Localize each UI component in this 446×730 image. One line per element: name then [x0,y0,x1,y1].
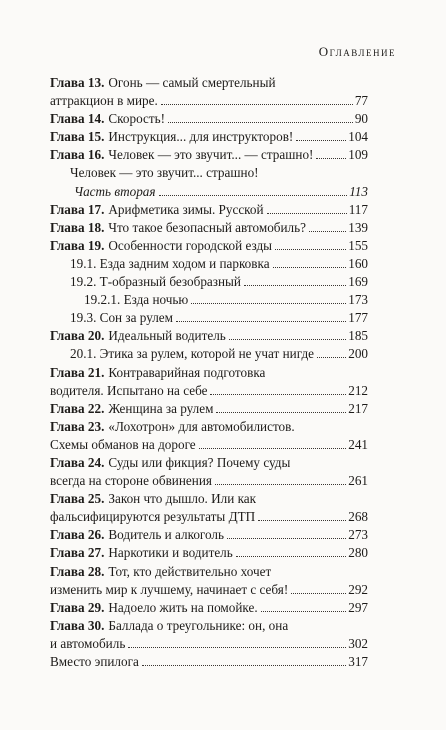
toc-entry-text [50,653,139,671]
entry-title: Вместо эпилога [50,654,139,669]
dot-leader [227,538,346,539]
entry-title: Человек — это звучит... страшно! [70,165,259,181]
page-number: 241 [348,436,368,452]
toc-entry [50,490,368,508]
chapter-label: Глава 22. [50,400,105,416]
toc-entry-text [50,454,290,472]
entry-title: Схемы обманов на дороге [50,436,196,452]
toc-entry [50,472,368,490]
toc-entry-text [50,110,165,128]
entry-title: Баллада о треугольнике: он, она [108,617,289,633]
page-number: 177 [348,310,368,326]
page-number: 90 [354,111,368,127]
entry-title: 19.2. Т-образный безобразный [70,274,241,290]
dot-leader [273,267,347,268]
chapter-label: Глава 23. [50,418,105,434]
chapter-label: Глава 13. [50,75,105,90]
dot-leader [296,140,346,141]
entry-title: Контраварийная подготовка [108,364,266,380]
toc-entry [50,309,368,327]
chapter-label: Глава 25. [50,491,105,507]
chapter-label: Глава 30. [50,617,105,633]
chapter-label: Глава 20. [50,328,105,344]
page-number: 268 [348,509,368,525]
toc-entry [50,400,368,418]
chapter-label: Глава 21. [50,364,105,380]
toc-entry [50,508,368,526]
chapter-label: Глава 29. [50,599,105,615]
running-header: Оглавление [318,44,396,59]
dot-leader [244,285,346,286]
toc-entry [50,599,368,617]
toc-entry-text [70,164,259,182]
dot-leader [267,213,347,214]
toc-entry [50,526,368,544]
toc-entry [50,74,368,92]
toc-entry-text [50,327,226,345]
page-number: 302 [348,635,368,651]
toc-entry-text [50,92,158,110]
dot-leader [236,556,346,557]
chapter-label: Глава 27. [50,545,105,561]
dot-leader [128,647,346,648]
entry-title: Человек — это звучит... — страшно! [108,147,314,163]
page-number: 139 [348,219,368,235]
page-number: 292 [348,581,368,597]
entry-title: водителя. Испытано на себе [50,382,208,398]
dot-leader [309,231,346,232]
entry-title: всегда на стороне обвинения [50,473,212,489]
toc-entry-text [50,635,125,653]
entry-title: 19.1. Езда задним ходом и парковка [70,255,270,271]
page-number: 273 [348,527,368,543]
entry-title: Огонь — самый смертельный [108,75,276,90]
chapter-label: Глава 14. [50,111,105,127]
toc-entry-text [50,508,255,526]
dot-leader [261,611,347,612]
toc-entry-text [84,291,188,309]
page-number: 169 [348,274,368,290]
entry-title: Суды или фикция? Почему суды [108,454,291,470]
page-number: 317 [348,654,368,669]
entry-title: Арифметика зимы. Русской [108,201,264,217]
entry-title: 20.1. Этика за рулем, которой не учат нигде [70,346,315,362]
toc-entry [50,563,368,581]
dot-leader [229,339,346,340]
toc-entry [50,454,368,472]
page-number: 261 [348,473,368,489]
toc-entry [50,255,368,273]
dot-leader [291,593,346,594]
dot-leader [142,665,346,666]
toc-entry [50,581,368,599]
entry-title: Идеальный водитель [108,328,226,344]
dot-leader [161,104,353,105]
toc-entry [50,327,368,345]
toc-entry-text [70,273,241,291]
toc-entry-text [50,400,213,418]
chapter-label: Глава 19. [50,237,105,253]
toc-entry [50,617,368,635]
dot-leader [210,394,346,395]
entry-title: Часть вторая [74,183,156,199]
chapter-label: Глава 18. [50,219,105,235]
toc-entry [50,635,368,653]
toc-entry [50,291,368,309]
toc-entry [50,345,368,363]
toc-entry-text [50,544,233,562]
toc-entry-text [50,581,288,599]
dot-leader [215,484,346,485]
toc-entry-text [50,128,293,146]
page-number: 77 [354,93,368,109]
chapter-label: Глава 28. [50,563,105,579]
page-number: 212 [348,382,368,398]
toc-entry [50,146,368,164]
entry-title: фальсифицируются результаты ДТП [50,509,256,525]
page-number: 109 [348,147,368,163]
toc-entry-text [50,617,288,635]
toc-entry-text [70,255,270,273]
chapter-label: Глава 24. [50,454,105,470]
dot-leader [168,122,353,123]
toc-entry-text [50,382,207,400]
toc-entry [50,164,368,182]
entry-title: Особенности городской езды [108,237,273,253]
toc-entry-text [50,219,306,237]
toc-entry [50,418,368,436]
chapter-label: Глава 17. [50,201,105,217]
toc-entry [50,219,368,237]
dot-leader [159,195,348,196]
entry-title: Скорость! [108,111,166,127]
page-number: 280 [348,545,368,561]
toc-entry [50,436,368,454]
entry-title: Наркотики и водитель [108,545,233,561]
page-number: 200 [348,346,368,362]
toc-entry-text [50,146,313,164]
toc-entry [50,544,368,562]
dot-leader [275,249,346,250]
page-number: 104 [348,129,368,145]
dot-leader [216,412,346,413]
toc-entry-text [70,309,173,327]
page-number: 155 [348,237,368,253]
entry-title: аттракцион в мире. [50,93,158,109]
page-number: 217 [348,400,368,416]
toc-entry-text [50,74,276,92]
chapter-label: Глава 15. [50,129,105,145]
toc-entry [50,382,368,400]
page-number: 185 [348,328,368,344]
toc-entry [50,237,368,255]
entry-title: «Лохотрон» для автомобилистов. [108,418,295,434]
toc-entry-text [50,563,271,581]
toc-entry [50,273,368,291]
toc-entry-text [74,183,156,201]
toc-entry-text [50,418,295,436]
dot-leader [258,520,346,521]
dot-leader [316,158,346,159]
toc-entry-text [50,526,224,544]
entry-title: Надоело жить на помойке. [108,599,258,615]
toc-entry-text [50,472,212,490]
page-number: 297 [348,599,368,615]
entry-title: Что такое безопасный автомобиль? [108,219,307,235]
dot-leader [199,448,347,449]
toc-entry [50,183,368,201]
entry-title: 19.2.1. Езда ночью [84,292,189,308]
entry-title: Водитель и алкоголь [108,527,225,543]
toc-entry-text [50,490,256,508]
toc-entry-text [50,237,272,255]
toc-entry [50,201,368,219]
page-number: 117 [348,201,368,217]
toc-entry-text [50,599,258,617]
entry-title: и автомобиль [50,635,126,651]
dot-leader [317,357,346,358]
toc-entry-text [50,201,264,219]
entry-title: 19.3. Сон за рулем [70,310,173,326]
page-number: 173 [348,292,368,308]
toc-entry [50,110,368,128]
dot-leader [191,303,346,304]
entry-title: Инструкция... для инструкторов! [108,129,294,145]
toc-entry [50,364,368,382]
page-number: 160 [348,255,368,271]
toc-entry [50,653,368,671]
toc-entry-text [70,345,314,363]
table-of-contents [50,74,368,671]
toc-entry [50,128,368,146]
entry-title: Тот, кто действительно хочет [108,563,272,579]
entry-title: Закон что дышло. Или как [108,491,257,507]
toc-entry [50,92,368,110]
entry-title: Женщина за рулем [108,400,214,416]
dot-leader [176,321,346,322]
chapter-label: Глава 26. [50,527,105,543]
toc-entry-text [50,436,196,454]
chapter-label: Глава 16. [50,147,105,163]
toc-entry-text [50,364,265,382]
entry-title: изменить мир к лучшему, начинает с себя! [50,581,289,597]
page-number: 113 [349,183,368,199]
